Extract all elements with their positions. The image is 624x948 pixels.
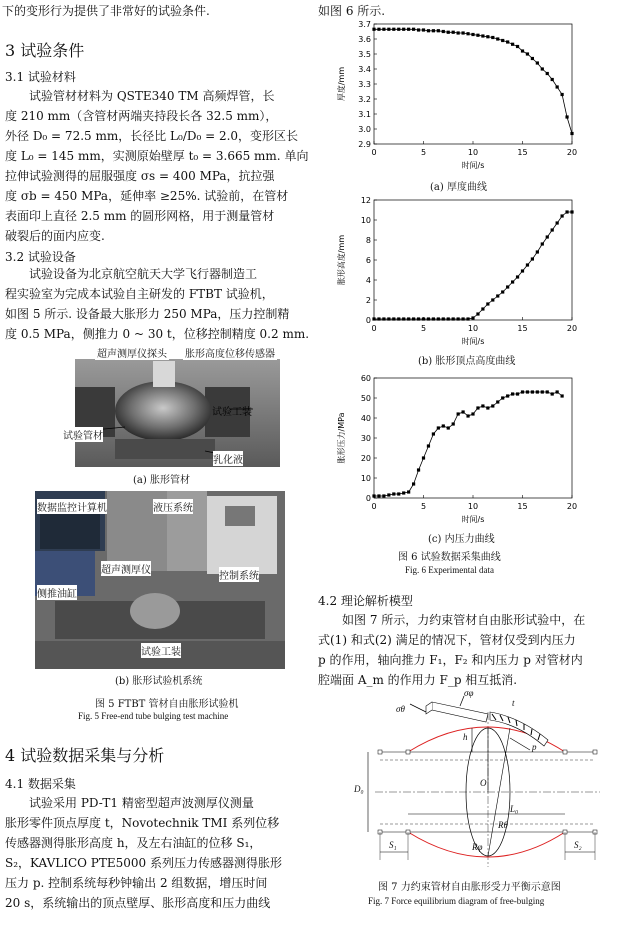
data-point [432,432,435,435]
data-point [521,390,524,393]
data-point [402,491,405,494]
data-point [466,414,469,417]
figure-6b-subcaption: (b) 胀形顶点高度曲线 [418,356,516,367]
data-point [516,392,519,395]
data-point [382,28,385,31]
data-point [541,242,544,245]
data-point [457,317,460,320]
data-point [412,317,415,320]
label-h: h [463,732,468,742]
data-point [481,34,484,37]
data-point [561,394,564,397]
data-point [407,317,410,320]
figure-7-caption-en: Fig. 7 Force equilibrium diagram of free-bulging [368,896,545,906]
section-4-2-title: 4.2 理论解析模型 [318,594,413,608]
x-axis-label: 时间/s [461,515,485,524]
y-tick-label: 12 [360,196,371,205]
data-point [496,400,499,403]
data-point [486,406,489,409]
data-point [412,28,415,31]
x-tick-label: 20 [566,324,578,333]
pressure-arrow [510,738,530,750]
figure-5a-subcaption: (a) 胀形管材 [133,475,190,486]
data-point [511,280,514,283]
data-point [447,426,450,429]
data-point [556,390,559,393]
text-line: 20 s，系统输出的顶点壁厚、胀形高度和压力曲线 [5,896,271,910]
figure-6-caption-en: Fig. 6 Experimental data [405,565,494,575]
data-point [442,30,445,33]
data-point [486,35,489,38]
label-s2: S₂ [574,840,582,850]
y-tick-label: 30 [360,434,371,443]
data-point [501,396,504,399]
label-probe: 超声测厚仪探头 [95,345,169,360]
text-line: S₂，KAVLICO PTE5000 系列压力传感器测得胀形 [5,856,282,870]
data-point [402,317,405,320]
label-ultrasonic-gauge: 超声测厚仪 [101,561,151,576]
y-tick-label: 3.7 [358,20,371,29]
text-line: 试验管材材料为 QSTE340 TM 高频焊管，长 [29,89,275,103]
y-tick-label: 3.1 [358,110,371,119]
text-line: 胀形零件顶点厚度 t，Novotechnik TMI 系列位移 [5,816,280,830]
data-point [437,317,440,320]
figure-5-caption-cn: 图 5 FTBT 管材自由胀形试验机 [95,699,239,710]
data-point [407,28,410,31]
sigma-theta-arrow [410,704,426,712]
series-line [374,392,562,496]
y-axis-label: 胀形高度/mm [337,234,346,286]
label-t: t [512,698,515,708]
data-point [392,492,395,495]
data-point [531,57,534,60]
text-line: 试验设备为北京航空航天大学飞行器制造工 [29,267,258,281]
figure-5-caption-en: Fig. 5 Free-end tube bulging test machine [78,711,229,721]
text-line: 度 L₀ = 145 mm，实测原始壁厚 t₀ = 3.665 mm. 单向 [5,149,309,163]
data-point [462,31,465,34]
data-point [377,494,380,497]
section-3-title: 3 试验条件 [5,41,85,60]
x-axis-label: 时间/s [461,161,485,170]
shell-element-block [410,696,548,746]
data-point [491,36,494,39]
data-point [462,317,465,320]
text-line: 如图 5 所示. 设备最大胀形力 250 MPa，压力控制精 [5,307,290,321]
text-line: 压力 p. 控制系统每秒钟输出 2 组数据，增压时间 [5,876,268,890]
label-side-cylinder: 侧推油缸 [37,585,77,600]
label-r-theta: Rθ [498,820,508,830]
y-tick-label: 20 [360,454,371,463]
data-point [541,67,544,70]
data-point [417,468,420,471]
x-tick-label: 20 [566,502,578,511]
y-tick-label: 3.0 [358,125,371,134]
data-point [551,392,554,395]
data-point [561,214,564,217]
data-point [422,456,425,459]
data-point [417,317,420,320]
section-4-title: 4 试验数据采集与分析 [5,746,165,765]
data-point [476,34,479,37]
text-line: 式(1) 和式(2) 满足的情况下，管材仅受到内压力 [318,633,576,647]
data-point [506,40,509,43]
x-tick-label: 0 [371,148,377,157]
data-point [471,316,474,319]
y-tick-label: 50 [360,394,371,403]
paragraph-4-1 [5,793,305,913]
text-line: 程实验室为完成本试验自主研发的 FTBT 试验机， [5,287,274,301]
data-point [462,410,465,413]
data-point [570,210,573,213]
text-line: 腔端面 A_m 的作用力 F_p 相互抵消. [318,673,518,687]
data-point [387,28,390,31]
section-3-2-title: 3.2 试验设备 [5,250,76,264]
figure-6-caption-cn: 图 6 试验数据采集曲线 [398,552,501,563]
data-point [432,29,435,32]
y-tick-label: 60 [360,374,371,383]
x-tick-label: 0 [371,502,377,511]
data-point [486,302,489,305]
data-point [546,235,549,238]
data-point [570,132,573,135]
data-point [412,482,415,485]
data-point [506,394,509,397]
label-d0: D₀ [354,784,364,794]
data-point [516,275,519,278]
data-point [392,28,395,31]
data-point [387,493,390,496]
label-o: O [480,778,487,788]
x-tick-label: 5 [420,148,427,157]
data-point [422,28,425,31]
y-tick-label: 10 [360,474,371,483]
label-test-fixture: 试验工装 [141,643,181,658]
data-point [556,85,559,88]
data-point [447,317,450,320]
text-line: 传感器测得胀形高度 h，及左右油缸的位移 S₁， [5,836,262,850]
data-point [565,115,568,118]
data-point [491,404,494,407]
data-point [377,317,380,320]
data-point [521,49,524,52]
x-tick-label: 0 [371,324,377,333]
data-point [496,294,499,297]
data-point [556,221,559,224]
label-s1: S₁ [389,840,397,850]
label-hydraulic-system: 液压系统 [153,499,193,514]
data-point [382,317,385,320]
x-tick-label: 15 [517,502,528,511]
data-point [397,317,400,320]
data-point [546,390,549,393]
figure-7-diagram [354,688,610,872]
data-point [372,317,375,320]
x-tick-label: 10 [467,148,479,157]
data-point [442,424,445,427]
x-tick-label: 5 [420,324,427,333]
y-tick-label: 3.3 [358,80,371,89]
data-point [526,390,529,393]
data-point [397,492,400,495]
label-monitor-computer: 数据监控计算机 [37,499,107,514]
data-point [392,317,395,320]
data-point [496,37,499,40]
plot-frame [374,378,572,498]
data-point [372,28,375,31]
data-point [476,406,479,409]
data-point [471,412,474,415]
figure-6a-subcaption: (a) 厚度曲线 [430,182,487,193]
data-point [501,290,504,293]
x-tick-label: 10 [467,502,479,511]
label-fixture: 试验工装 [212,407,252,418]
label-p: p [532,742,537,752]
data-point [476,312,479,315]
section-4-1-title: 4.1 数据采集 [5,777,76,791]
figure-6c [332,368,592,546]
paragraph-4-2 [318,610,620,690]
data-point [531,257,534,260]
text-line: p 的作用，轴向推力 F₁，F₂ 和内压力 p 对管材内 [318,653,583,667]
data-point [471,33,474,36]
figure-5b-subcaption: (b) 胀形试验机系统 [115,676,203,687]
x-tick-label: 15 [517,148,528,157]
figure-7-caption-cn: 图 7 力约束管材自由胀形受力平衡示意图 [378,882,561,893]
data-point [387,317,390,320]
y-tick-label: 4 [365,276,371,285]
y-tick-label: 3.6 [358,35,371,44]
data-point [565,210,568,213]
data-point [546,72,549,75]
y-tick-label: 10 [360,216,371,225]
y-tick-label: 2 [365,296,371,305]
data-point [511,43,514,46]
data-point [407,490,410,493]
text-line: 如图 7 所示，力约束管材自由胀形试验中，在 [342,613,586,627]
bulge-profile-bottom [408,832,565,857]
figure-5a [55,347,280,485]
data-point [422,317,425,320]
data-point [457,412,460,415]
x-tick-label: 20 [566,148,578,157]
data-point [377,28,380,31]
y-tick-label: 8 [365,236,371,245]
figure-6c-subcaption: (c) 内压力曲线 [428,534,495,545]
data-point [382,494,385,497]
text-line: 拉伸试验测得的屈服强度 σs = 400 MPa，抗拉强 [5,169,275,183]
label-tube: 试验管材 [63,427,103,442]
x-tick-label: 10 [467,324,479,333]
data-point [521,269,524,272]
section-3-1-title: 3.1 试验材料 [5,70,76,84]
data-point [536,390,539,393]
x-tick-label: 15 [517,324,528,333]
data-point [452,31,455,34]
label-r-phi: Rφ [472,842,483,852]
figure-6b [332,190,592,368]
data-point [437,426,440,429]
data-point [516,45,519,48]
data-point [372,494,375,497]
data-point [541,390,544,393]
paragraph-3-2 [5,264,310,344]
label-displacement-sensor: 胀形高度位移传感器 [183,345,277,360]
plot-frame [374,200,572,320]
data-point [481,307,484,310]
plot-frame [374,24,572,144]
x-tick-label: 5 [420,502,427,511]
label-sigma-phi: σφ [464,688,474,698]
text-line: 度 σb = 450 MPa，延伸率 ≥25%. 试验前，在管材 [5,189,289,203]
data-point [491,298,494,301]
data-point [561,93,564,96]
data-point [531,390,534,393]
x-axis-label: 时间/s [461,337,485,346]
y-tick-label: 3.4 [358,65,371,74]
y-axis-label: 胀形压力/MPa [337,412,346,464]
data-point [481,404,484,407]
figure-5b [35,491,285,686]
intro-line: 下的变形行为提供了非常好的试验条件. [2,4,210,18]
label-l0: L₀ [510,804,519,814]
data-point [457,31,460,34]
data-point [437,29,440,32]
y-tick-label: 3.2 [358,95,371,104]
data-point [452,422,455,425]
text-line: 度 210 mm（含管材两端夹持段长各 32.5 mm）， [5,109,278,123]
data-point [501,39,504,42]
data-point [466,317,469,320]
label-sigma-theta: σθ [396,704,405,714]
text-line: 表面印上直径 2.5 mm 的圆形网格，用于测量管材 [5,209,275,223]
paragraph-3-1 [5,86,309,246]
label-emulsion: 乳化液 [213,451,243,466]
right-top-line: 如图 6 所示. [318,4,386,18]
label-control-system: 控制系统 [219,567,259,582]
series-line [374,29,572,133]
data-point [526,52,529,55]
data-point [466,32,469,35]
data-point [397,28,400,31]
internal-pressure-chart [332,368,592,532]
figure-6a [332,14,592,192]
y-tick-label: 0 [365,494,371,503]
y-axis-label: 厚度/mm [337,66,346,102]
text-line: 试验采用 PD-T1 精密型超声波测厚仪测量 [29,796,254,810]
thickness-chart [332,14,592,178]
data-point [551,78,554,81]
data-point [452,317,455,320]
data-point [526,263,529,266]
data-point [427,29,430,32]
data-point [442,317,445,320]
text-line: 度 0.5 MPa，侧推力 0 ~ 30 t，位移控制精度 0.2 mm. [5,327,310,341]
data-point [402,28,405,31]
data-point [447,31,450,34]
y-tick-label: 40 [360,414,371,423]
y-tick-label: 6 [365,256,371,265]
data-point [551,228,554,231]
series-line [374,212,572,319]
data-point [536,250,539,253]
data-point [511,392,514,395]
data-point [506,285,509,288]
y-tick-label: 0 [365,316,371,325]
text-line: 外径 D₀ = 72.5 mm，长径比 L₀/D₀ = 2.0，变形区长 [5,129,299,143]
y-tick-label: 2.9 [358,140,371,149]
text-line: 破裂后的面内应变. [5,229,105,243]
data-point [417,28,420,31]
bulge-height-chart [332,190,592,354]
data-point [432,317,435,320]
data-point [427,317,430,320]
data-point [536,61,539,64]
y-tick-label: 3.5 [358,50,371,59]
data-point [427,444,430,447]
